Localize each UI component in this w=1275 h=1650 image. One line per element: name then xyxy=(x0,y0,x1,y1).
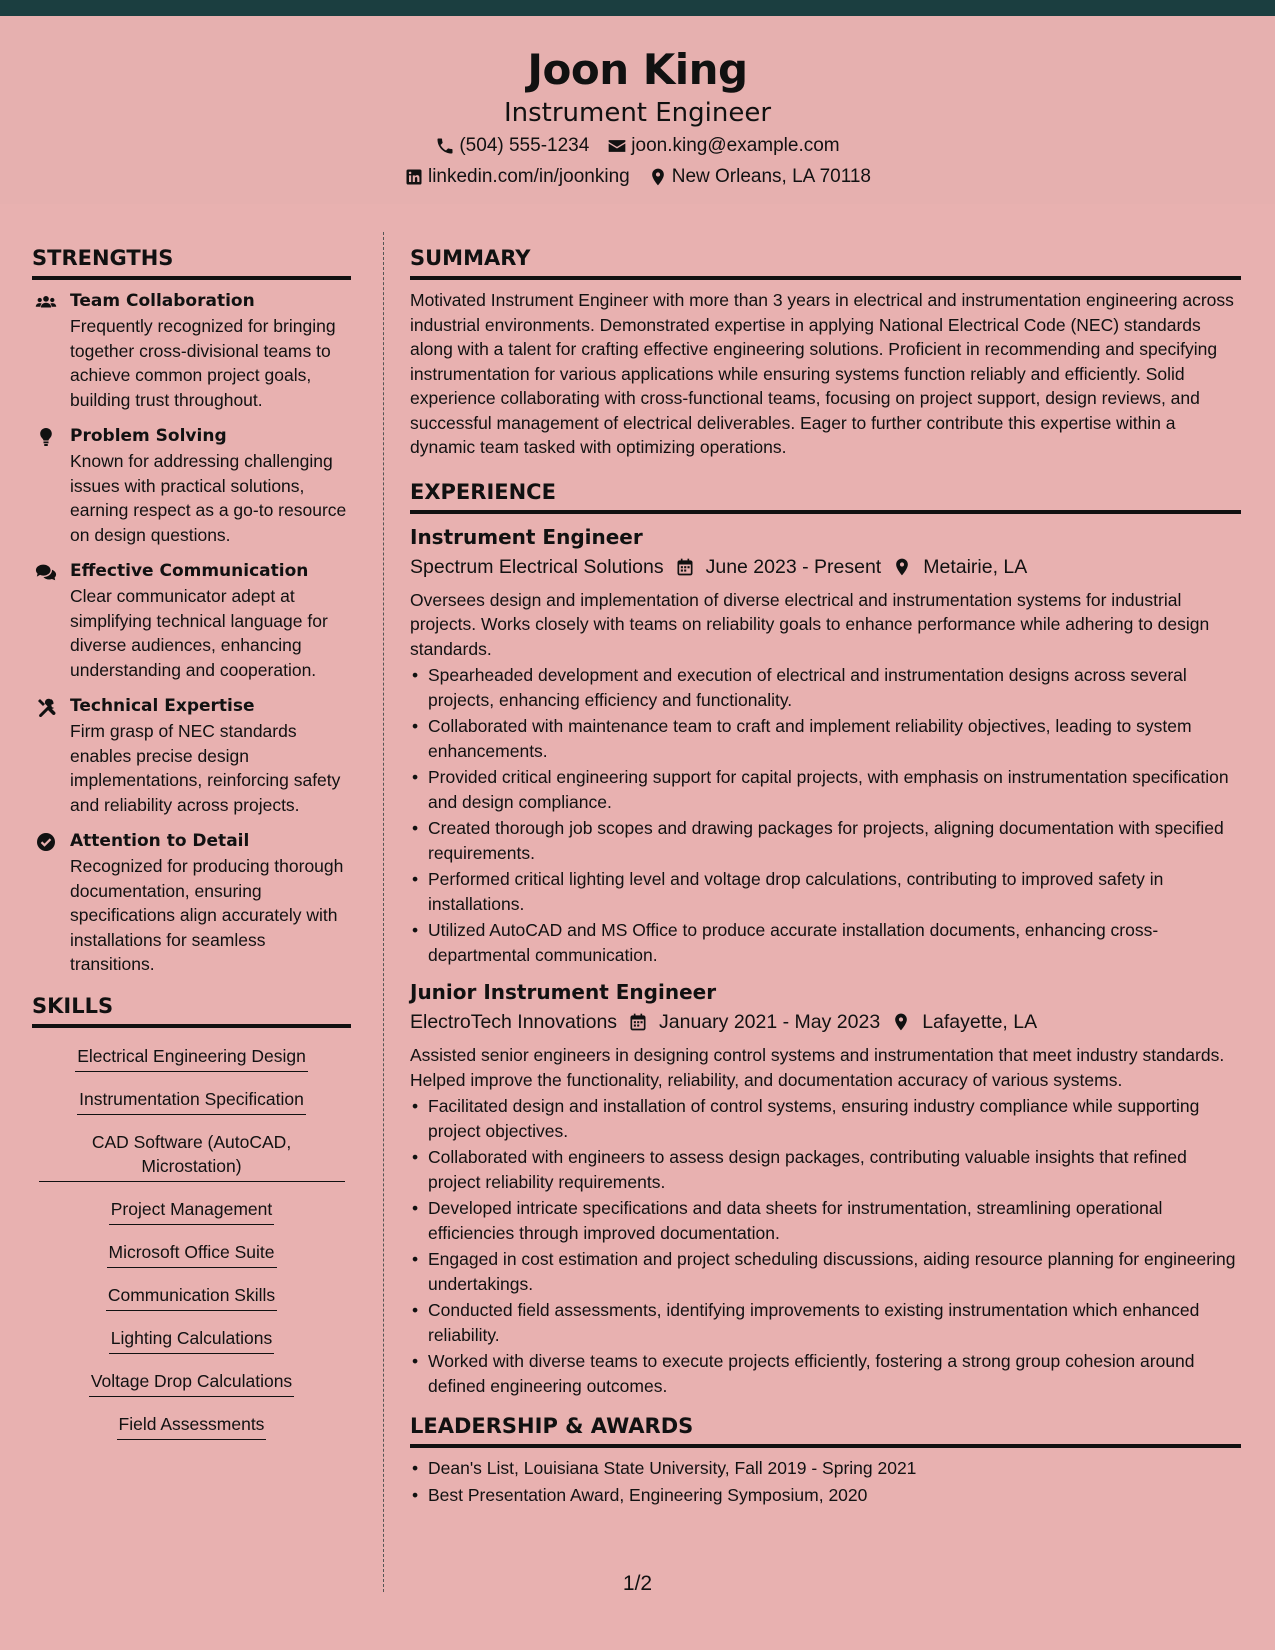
map-marker-icon xyxy=(891,556,913,578)
map-marker-icon xyxy=(648,167,668,187)
job-entry xyxy=(410,522,1241,968)
contact-row-1 xyxy=(0,130,1275,161)
candidate-name: Joon King xyxy=(527,45,748,94)
right-column xyxy=(410,240,1241,1517)
strength-name: Problem Solving xyxy=(70,426,227,446)
job-bullets xyxy=(410,663,1241,967)
skill-item: Field Assessments xyxy=(117,1412,267,1440)
strength-item xyxy=(32,828,351,977)
left-column xyxy=(32,240,351,1440)
email-text: joon.king@example.com xyxy=(631,135,840,156)
skills-heading: SKILLS xyxy=(32,988,351,1028)
location-contact xyxy=(648,161,871,192)
map-marker-icon xyxy=(890,1011,912,1033)
linkedin-icon xyxy=(404,167,424,187)
job-dates: January 2021 - May 2023 xyxy=(659,1011,881,1033)
phone-contact[interactable] xyxy=(435,130,589,161)
job-description: Assisted senior engineers in designing control systems and instrumentation that meet industry standards. Helped improve the functionality, reliability, and documentation accuracy of various systems. xyxy=(410,1045,1225,1090)
strength-name: Team Collaboration xyxy=(70,291,255,311)
strength-desc: Known for addressing challenging issues with practical solutions, earning respect as a go-to resource on design questions. xyxy=(70,451,347,545)
top-accent-bar xyxy=(0,0,1275,16)
resume-header xyxy=(0,16,1275,204)
awards-list xyxy=(410,1456,1241,1507)
skill-item: Electrical Engineering Design xyxy=(75,1044,308,1072)
column-divider xyxy=(383,232,384,1592)
job-bullet: • Collaborated with engineers to assess design packages, contributing valuable insights that refined project reliability requirements. xyxy=(410,1145,1241,1194)
calendar-icon xyxy=(674,556,696,578)
strengths-heading: STRENGTHS xyxy=(32,240,351,280)
comments-icon xyxy=(32,558,60,682)
job-title: Instrument Engineer xyxy=(410,524,643,549)
email-contact[interactable] xyxy=(607,130,839,161)
job-bullet: • Facilitated design and installation of control systems, ensuring industry compliance while supporting project objectives. xyxy=(410,1094,1241,1143)
strength-item xyxy=(32,288,351,412)
job-meta xyxy=(410,1007,1241,1037)
job-bullet: • Utilized AutoCAD and MS Office to produce accurate installation documents, enhancing cross-departmental communication. xyxy=(410,918,1241,967)
envelope-icon xyxy=(607,136,627,156)
skill-item: Lighting Calculations xyxy=(109,1326,275,1354)
skill-item: Communication Skills xyxy=(106,1283,277,1311)
summary-heading: SUMMARY xyxy=(410,240,1241,280)
strength-desc: Clear communicator adept at simplifying technical language for diverse audiences, enhancing understanding and cooperation. xyxy=(70,586,328,680)
job-bullets xyxy=(410,1094,1241,1398)
company-name: ElectroTech Innovations xyxy=(410,1011,618,1033)
job-bullet: • Provided critical engineering support for capital projects, with emphasis on instrumentation specification and design compliance. xyxy=(410,765,1241,814)
strength-desc: Recognized for producing thorough documentation, ensuring specifications align accurately with installations for seamless transitions. xyxy=(70,856,344,974)
award-item: • Best Presentation Award, Engineering Symposium, 2020 xyxy=(410,1483,1241,1508)
job-bullet: • Collaborated with maintenance team to craft and implement reliability objectives, leading to system enhancements. xyxy=(410,714,1241,763)
users-icon xyxy=(32,288,60,412)
skill-item: Voltage Drop Calculations xyxy=(89,1369,294,1397)
skill-item: Microsoft Office Suite xyxy=(107,1240,277,1268)
strength-name: Attention to Detail xyxy=(70,831,250,851)
strength-name: Technical Expertise xyxy=(70,696,255,716)
contact-row-2 xyxy=(0,161,1275,192)
page-number: 1/2 xyxy=(622,1572,653,1595)
candidate-title: Instrument Engineer xyxy=(503,98,772,128)
strength-item xyxy=(32,423,351,547)
lightbulb-icon xyxy=(32,423,60,547)
job-description: Oversees design and implementation of diverse electrical and instrumentation systems for industrial projects. Works closely with teams on reliability goals to enhance performance while adhering to design standards. xyxy=(410,589,1210,659)
phone-icon xyxy=(435,136,455,156)
linkedin-text: linkedin.com/in/joonking xyxy=(427,166,630,187)
job-bullet: • Developed intricate specifications and data sheets for instrumentation, streamlining operational efficiencies through improved documentation. xyxy=(410,1196,1241,1245)
job-bullet: • Engaged in cost estimation and project scheduling discussions, aiding resource planning for engineering undertakings. xyxy=(410,1247,1241,1296)
strength-item xyxy=(32,558,351,682)
job-title: Junior Instrument Engineer xyxy=(410,980,717,1004)
job-entry xyxy=(410,977,1241,1398)
strength-desc: Firm grasp of NEC standards enables precise design implementations, reinforcing safety and reliability across projects. xyxy=(70,721,341,815)
job-bullet: • Created thorough job scopes and drawing packages for projects, aligning documentation with specified requirements. xyxy=(410,816,1241,865)
job-meta xyxy=(410,552,1241,582)
award-item: • Dean's List, Louisiana State University, Fall 2019 - Spring 2021 xyxy=(410,1456,1241,1481)
linkedin-contact[interactable] xyxy=(404,161,630,192)
strength-name: Effective Communication xyxy=(70,561,309,581)
skill-item: Instrumentation Specification xyxy=(77,1087,306,1115)
job-bullet: • Worked with diverse teams to execute projects efficiently, fostering a strong group cohesion around defined engineering outcomes. xyxy=(410,1349,1241,1398)
skill-item: CAD Software (AutoCAD, Microstation) xyxy=(39,1130,345,1182)
calendar-icon xyxy=(627,1011,649,1033)
skill-item: Project Management xyxy=(109,1197,274,1225)
company-name: Spectrum Electrical Solutions xyxy=(410,555,664,578)
strength-item xyxy=(32,693,351,817)
job-bullet: • Performed critical lighting level and voltage drop calculations, contributing to improved safety in installations. xyxy=(410,867,1241,916)
job-bullet: • Conducted field assessments, identifying improvements to existing instrumentation which enhanced reliability. xyxy=(410,1298,1241,1347)
check-circle-icon xyxy=(32,828,60,977)
strength-desc: Frequently recognized for bringing together cross-divisional teams to achieve common project goals, building trust throughout. xyxy=(70,316,336,410)
phone-text: (504) 555-1234 xyxy=(459,135,590,156)
job-location: Lafayette, LA xyxy=(922,1011,1038,1033)
job-location: Metairie, LA xyxy=(923,555,1028,578)
summary-text: Motivated Instrument Engineer with more than 3 years in electrical and instrumentation engineering across industrial environments. Demonstrated expertise in applying National Electrical Code (NEC) standards along with a talent for crafting effective engineering solutions. Proficient in recommending and specifying instrumentation for various applications while ensuring systems function reliably and efficiently. Solid experience collaborating with cross-functional teams, focusing on project support, design reviews, and successful management of electrical deliverables. Eager to further contribute this expertise within a dynamic team tasked with optimizing operations. xyxy=(410,290,1234,457)
job-dates: June 2023 - Present xyxy=(705,555,882,578)
job-bullet: • Spearheaded development and execution of electrical and instrumentation designs across several projects, enhancing efficiency and functionality. xyxy=(410,663,1241,712)
tools-icon xyxy=(32,693,60,817)
location-text: New Orleans, LA 70118 xyxy=(671,166,871,187)
skills-list xyxy=(32,1036,351,1440)
awards-heading: LEADERSHIP & AWARDS xyxy=(410,1408,1241,1448)
experience-heading: EXPERIENCE xyxy=(410,474,1241,514)
